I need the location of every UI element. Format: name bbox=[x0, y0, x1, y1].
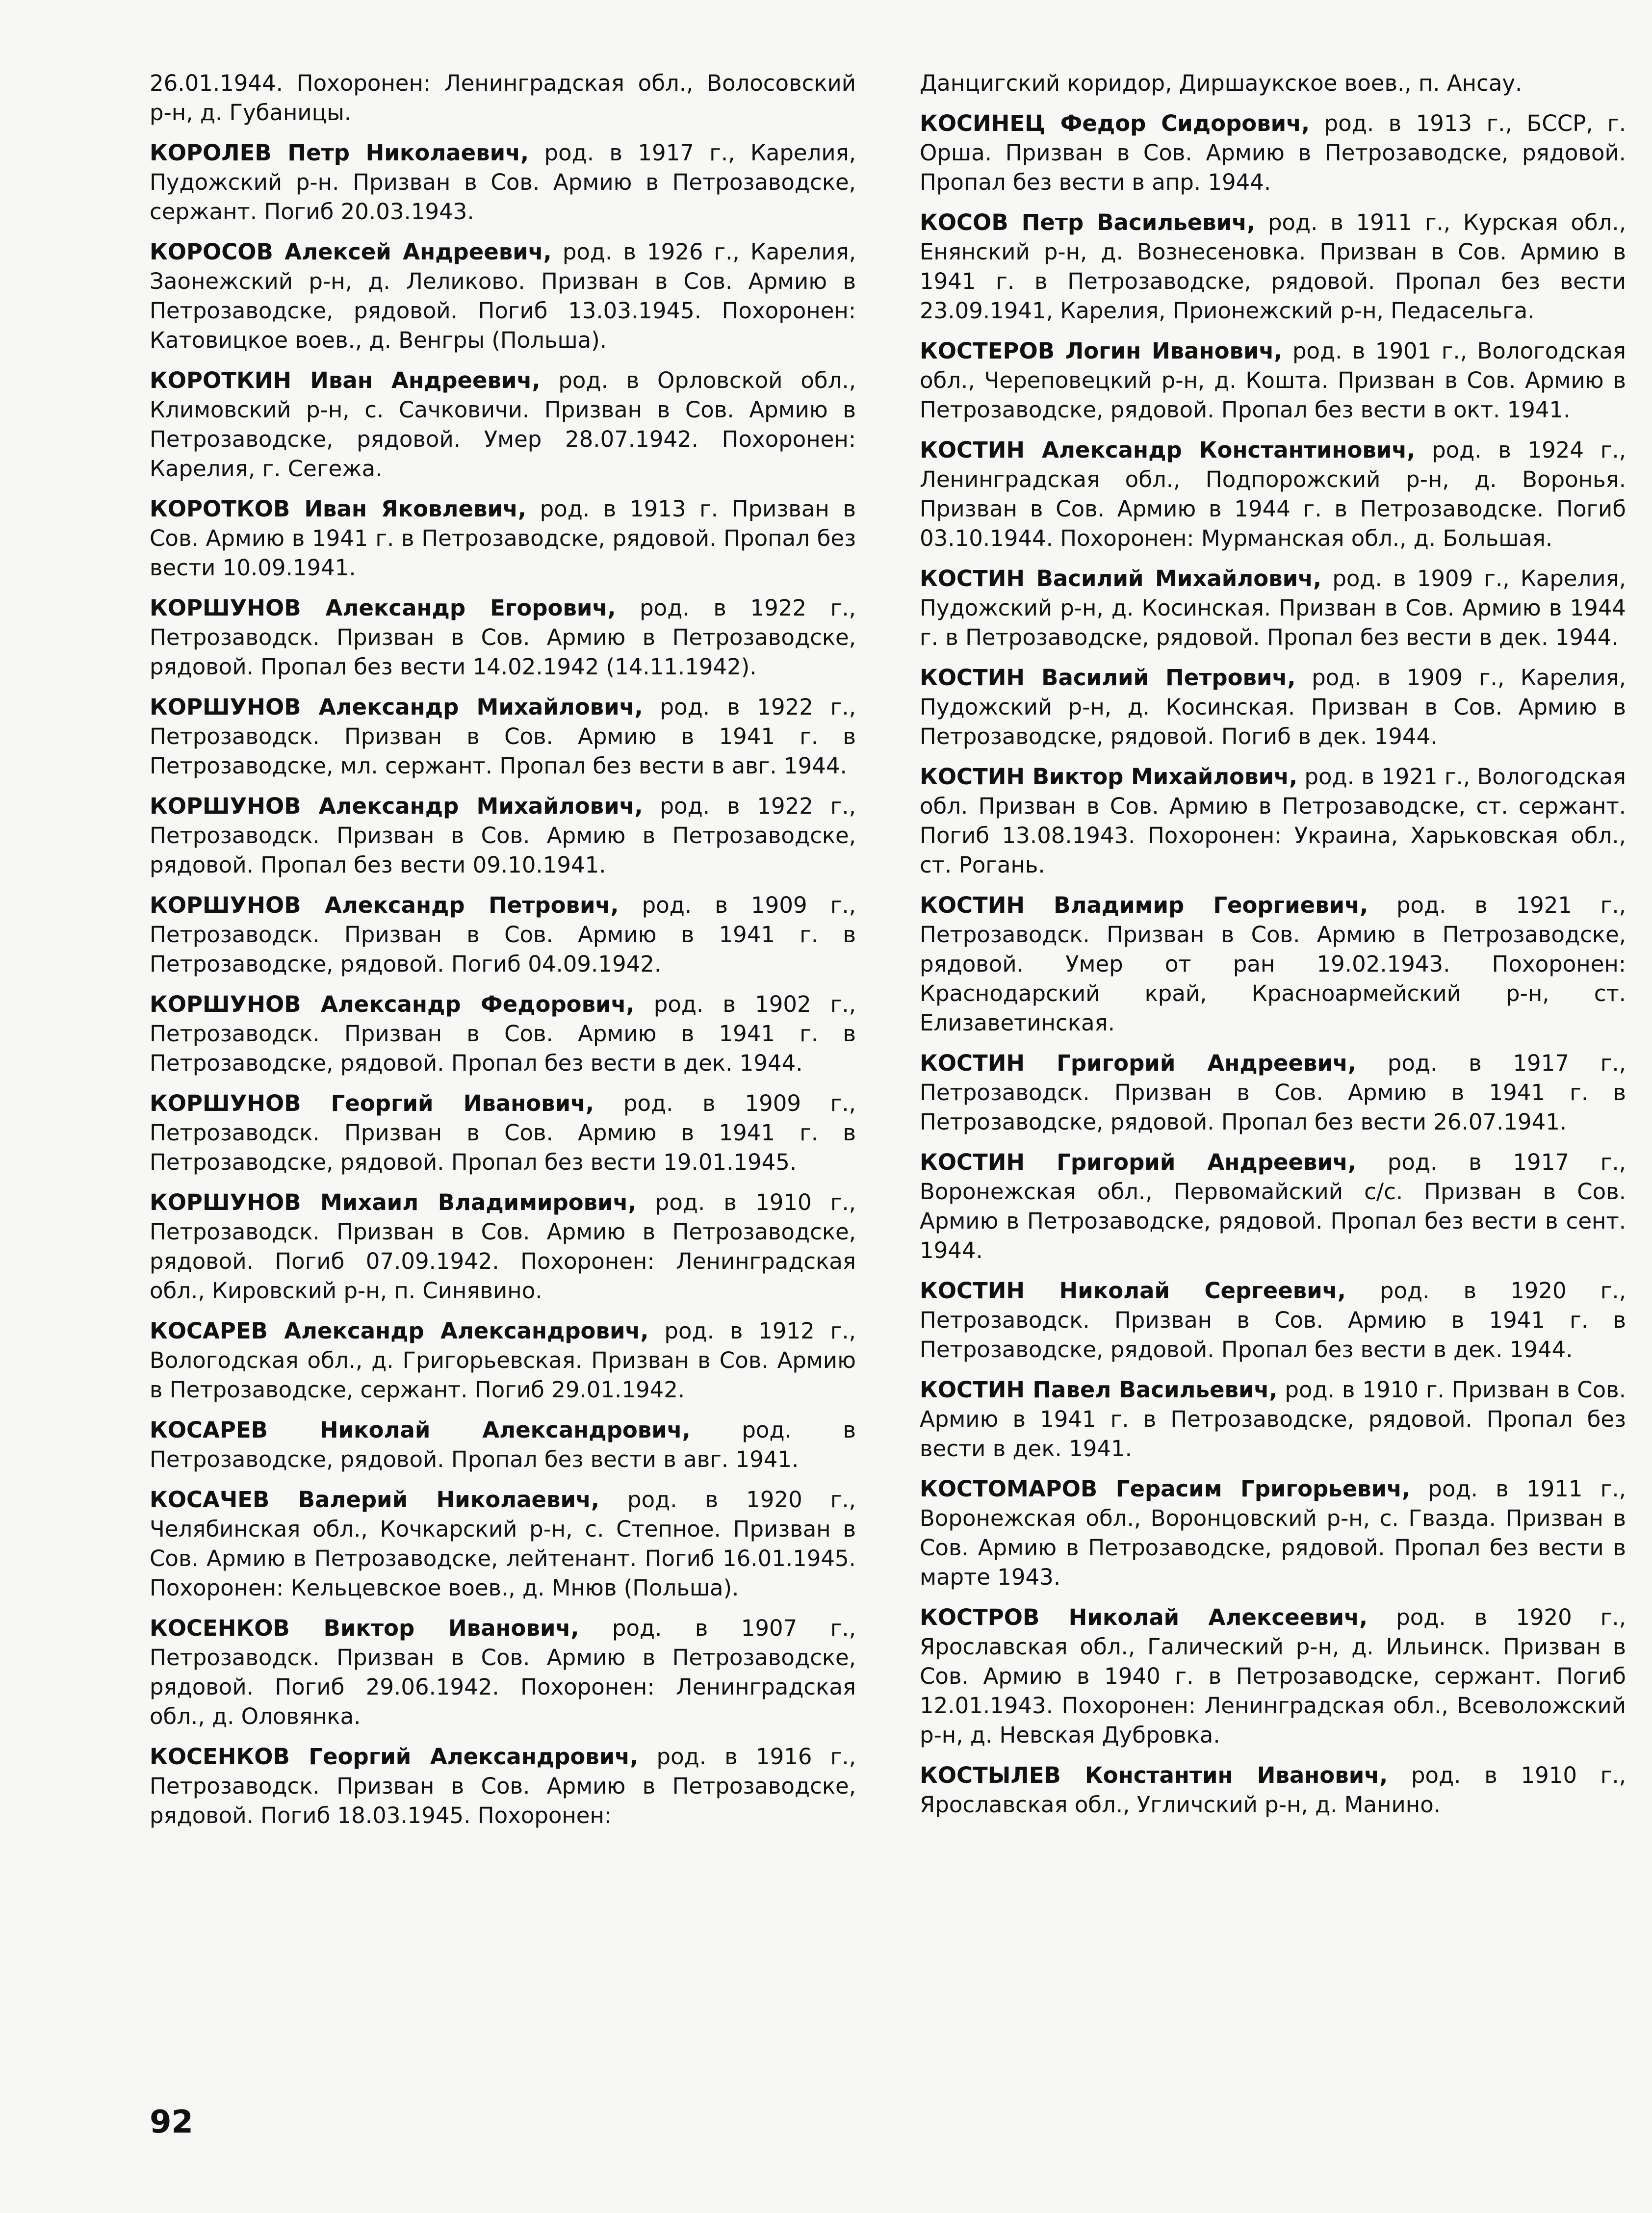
entry-name: КОРШУНОВ Александр Егорович, bbox=[150, 595, 616, 621]
entry bbox=[150, 69, 856, 128]
entry bbox=[920, 1375, 1626, 1464]
entry-details: род. в 1910 г., Ярославская обл., Угличский р-н, д. Манино. bbox=[920, 1762, 1626, 1818]
entry-name: КОСЕНКОВ Георгий Александрович, bbox=[150, 1744, 639, 1770]
entry-name: КОСТРОВ Николай Алексеевич, bbox=[920, 1604, 1368, 1630]
entry bbox=[920, 1761, 1626, 1820]
entry bbox=[150, 366, 856, 484]
entry bbox=[920, 663, 1626, 751]
entry-name: КОСТИН Василий Михайлович, bbox=[920, 566, 1322, 592]
entry bbox=[150, 1485, 856, 1603]
entry-name: КОСТЫЛЕВ Константин Иванович, bbox=[920, 1762, 1388, 1788]
entry-name: КОСОВ Петр Васильевич, bbox=[920, 209, 1256, 235]
entry bbox=[150, 891, 856, 979]
entry-name: КОРШУНОВ Александр Федорович, bbox=[150, 991, 635, 1017]
entry-name: КОРОСОВ Алексей Андреевич, bbox=[150, 239, 552, 265]
entry-details: род. в 1910 г. Призван в Сов. Армию в 1941 г. в Петрозаводске, рядовой. Пропал без вести в дек. 1941. bbox=[920, 1377, 1626, 1462]
entry bbox=[920, 208, 1626, 326]
entry bbox=[920, 1276, 1626, 1364]
entry bbox=[920, 1603, 1626, 1750]
entry-details: род. в 1913 г., БССР, г. Орша. Призван в Сов. Армию в Петрозаводске, рядовой. Пропал без вести в апр. 1944. bbox=[920, 110, 1626, 195]
entry bbox=[920, 762, 1626, 880]
entry bbox=[920, 1049, 1626, 1137]
entry-details: род. в 1922 г., Петрозаводск. Призван в Сов. Армию в Петрозаводске, рядовой. Пропал без вести 14.02.1942 (14.11.1942). bbox=[150, 595, 856, 680]
left-column bbox=[150, 69, 856, 1841]
entry bbox=[150, 1742, 856, 1830]
entry-details: род. в 1909 г., Карелия, Пудожский р-н, д. Косинская. Призван в Сов. Армию в Петрозаводске, рядовой. Погиб в дек. 1944. bbox=[920, 665, 1626, 749]
page-number: 92 bbox=[150, 2104, 194, 2140]
entry bbox=[150, 593, 856, 682]
entry-details: род. в 1920 г., Ярославская обл., Галический р-н, д. Ильинск. Призван в Сов. Армию в 1940 г. в Петрозаводске, сержант. Погиб 12.01.1943. Похоронен: Ленинградская обл., Всеволожский р-н, д. Невская Дубровка. bbox=[920, 1604, 1626, 1748]
entry-details: род. в 1911 г., Курская обл., Енянский р-н, д. Вознесеновка. Призван в Сов. Армию в 1941 г. в Петрозаводске, рядовой. Пропал без вести 23.09.1941, Карелия, Прионежский р-н, Педасельга. bbox=[920, 209, 1626, 324]
entry-name: КОРШУНОВ Александр Петрович, bbox=[150, 892, 619, 918]
right-column bbox=[920, 69, 1626, 1830]
entry-details: род. в 1909 г., Петрозаводск. Призван в Сов. Армию в 1941 г. в Петрозаводске, рядовой. Пропал без вести 19.01.1945. bbox=[150, 1090, 856, 1175]
entry bbox=[150, 237, 856, 355]
entry-name: КОСЕНКОВ Виктор Иванович, bbox=[150, 1615, 579, 1641]
entry bbox=[920, 891, 1626, 1038]
entry-name: КОСТИН Василий Петрович, bbox=[920, 665, 1296, 691]
entry bbox=[150, 494, 856, 583]
entry-details: род. в 1921 г., Вологодская обл. Призван в Сов. Армию в Петрозаводске, ст. сержант. Погиб 13.08.1943. Похоронен: Украина, Харьковская обл., ст. Рогань. bbox=[920, 764, 1626, 878]
entry bbox=[150, 990, 856, 1078]
entry-details: род. в 1922 г., Петрозаводск. Призван в Сов. Армию в Петрозаводске, рядовой. Пропал без вести 09.10.1941. bbox=[150, 793, 856, 878]
entry-name: КОСТОМАРОВ Герасим Григорьевич, bbox=[920, 1476, 1411, 1502]
entry-name: КОСТИН Григорий Андреевич, bbox=[920, 1149, 1357, 1175]
entry-name: КОСТИН Григорий Андреевич, bbox=[920, 1050, 1357, 1076]
entry bbox=[150, 138, 856, 227]
entry-name: КОРОЛЕВ Петр Николаевич, bbox=[150, 140, 529, 166]
entry bbox=[920, 1148, 1626, 1265]
entry-name: КОРШУНОВ Александр Михайлович, bbox=[150, 694, 643, 720]
entry-details: род. в 1920 г., Петрозаводск. Призван в Сов. Армию в 1941 г. в Петрозаводске, рядовой. Пропал без вести в дек. 1944. bbox=[920, 1278, 1626, 1363]
entry-name: КОСТИН Виктор Михайлович, bbox=[920, 764, 1298, 790]
entry bbox=[150, 693, 856, 781]
entry-name: КОСТИН Павел Васильевич, bbox=[920, 1377, 1278, 1403]
entry-details: род. в 1926 г., Карелия, Заонежский р-н, д. Леликово. Призван в Сов. Армию в Петрозаводске, рядовой. Погиб 13.03.1945. Похоронен: Катовицкое воев., д. Венгры (Польша). bbox=[150, 239, 856, 353]
entry-details: род. в 1909 г., Карелия, Пудожский р-н, д. Косинская. Призван в Сов. Армию в 1944 г. в Петрозаводске, рядовой. Пропал без вести в дек. 1944. bbox=[920, 566, 1626, 650]
entry-name: КОСТЕРОВ Логин Иванович, bbox=[920, 338, 1283, 364]
entry-details: род. в 1924 г., Ленинградская обл., Подпорожский р-н, д. Воронья. Призван в Сов. Армию в 1944 г. в Петрозаводске. Погиб 03.10.1944. Похоронен: Мурманская обл., д. Большая. bbox=[920, 437, 1626, 551]
entry bbox=[150, 1415, 856, 1474]
entry bbox=[920, 109, 1626, 197]
entry-details: род. в 1902 г., Петрозаводск. Призван в Сов. Армию в 1941 г. в Петрозаводске, рядовой. Пропал без вести в дек. 1944. bbox=[150, 991, 856, 1076]
entry-name: КОРОТКОВ Иван Яковлевич, bbox=[150, 496, 526, 522]
entry-details: род. в 1920 г., Челябинская обл., Кочкарский р-н, с. Степное. Призван в Сов. Армию в Петрозаводске, лейтенант. Погиб 16.01.1945. Похоронен: Кельцевское воев., д. Мнюв (Польша). bbox=[150, 1487, 856, 1601]
entry-name: КОРОТКИН Иван Андреевич, bbox=[150, 367, 541, 393]
entry-details: род. в 1917 г., Воронежская обл., Первомайский с/с. Призван в Сов. Армию в Петрозаводске, рядовой. Пропал без вести в сент. 1944. bbox=[920, 1149, 1626, 1263]
entry bbox=[920, 1474, 1626, 1592]
entry-name: КОРШУНОВ Александр Михайлович, bbox=[150, 793, 643, 819]
entry-details: род. в 1921 г., Петрозаводск. Призван в Сов. Армию в Петрозаводске, рядовой. Умер от ран 19.02.1943. Похоронен: Краснодарский край, Красноармейский р-н, ст. Елизаветинская. bbox=[920, 892, 1626, 1036]
entry bbox=[920, 436, 1626, 553]
entry-name: КОРШУНОВ Георгий Иванович, bbox=[150, 1090, 594, 1116]
entry bbox=[150, 792, 856, 880]
entry-name: КОСТИН Николай Сергеевич, bbox=[920, 1278, 1346, 1304]
entry bbox=[920, 564, 1626, 652]
entry-details: род. в 1912 г., Вологодская обл., д. Григорьевская. Призван в Сов. Армию в Петрозаводске, сержант. Погиб 29.01.1942. bbox=[150, 1318, 856, 1403]
entry-details: род. в 1909 г., Петрозаводск. Призван в Сов. Армию в 1941 г. в Петрозаводске, рядовой. Погиб 04.09.1942. bbox=[150, 892, 856, 977]
entry-details: род. в 1916 г., Петрозаводск. Призван в Сов. Армию в Петрозаводске, рядовой. Погиб 18.03.1945. Похоронен: bbox=[150, 1744, 856, 1828]
entry bbox=[150, 1316, 856, 1405]
entry-details: род. в 1917 г., Карелия, Пудожский р-н. Призван в Сов. Армию в Петрозаводске, сержант. Погиб 20.03.1943. bbox=[150, 140, 856, 225]
entry bbox=[150, 1089, 856, 1177]
entry-name: КОСАРЕВ Николай Александрович, bbox=[150, 1417, 691, 1443]
entry-details: род. в 1913 г. Призван в Сов. Армию в 1941 г. в Петрозаводске, рядовой. Пропал без вести 10.09.1941. bbox=[150, 496, 856, 581]
entry-details: род. в Петрозаводске, рядовой. Пропал без вести в авг. 1941. bbox=[150, 1417, 856, 1472]
entry bbox=[920, 336, 1626, 425]
entry-name: КОСТИН Александр Константинович, bbox=[920, 437, 1416, 463]
entry-name: КОСАРЕВ Александр Александрович, bbox=[150, 1318, 649, 1344]
entry-details: род. в 1901 г., Вологодская обл., Череповецкий р-н, д. Кошта. Призван в Сов. Армию в Петрозаводске, рядовой. Пропал без вести в окт. 1941. bbox=[920, 338, 1626, 423]
entry-details: род. в 1922 г., Петрозаводск. Призван в Сов. Армию в 1941 г. в Петрозаводске, мл. сержант. Пропал без вести в авг. 1944. bbox=[150, 694, 856, 779]
entry-details: Данцигский коридор, Диршаукское воев., п. Ансау. bbox=[920, 70, 1523, 96]
entry bbox=[150, 1614, 856, 1731]
entry bbox=[150, 1188, 856, 1306]
entry-details: род. в 1910 г., Петрозаводск. Призван в Сов. Армию в Петрозаводске, рядовой. Погиб 07.09.1942. Похоронен: Ленинградская обл., Кировский р-н, п. Синявино. bbox=[150, 1189, 856, 1304]
entry-name: КОСТИН Владимир Георгиевич, bbox=[920, 892, 1368, 918]
entry-details: род. в 1911 г., Воронежская обл., Воронцовский р-н, с. Гвазда. Призван в Сов. Армию в Петрозаводске, рядовой. Пропал без вести в марте 1943. bbox=[920, 1476, 1626, 1590]
entry-name: КОСИНЕЦ Федор Сидорович, bbox=[920, 110, 1310, 136]
entry-details: 26.01.1944. Похоронен: Ленинградская обл., Волосовский р-н, д. Губаницы. bbox=[150, 70, 856, 126]
entry-details: род. в Орловской обл., Климовский р-н, с. Сачковичи. Призван в Сов. Армию в Петрозаводске, рядовой. Умер 28.07.1942. Похоронен: Карелия, г. Сегежа. bbox=[150, 367, 856, 482]
entry-details: род. в 1917 г., Петрозаводск. Призван в Сов. Армию в 1941 г. в Петрозаводске, рядовой. Пропал без вести 26.07.1941. bbox=[920, 1050, 1626, 1135]
entry bbox=[920, 69, 1626, 98]
entry-name: КОСАЧЕВ Валерий Николаевич, bbox=[150, 1487, 600, 1513]
entry-name: КОРШУНОВ Михаил Владимирович, bbox=[150, 1189, 637, 1215]
entry-details: род. в 1907 г., Петрозаводск. Призван в Сов. Армию в Петрозаводске, рядовой. Погиб 29.06.1942. Похоронен: Ленинградская обл., д. Оловянка. bbox=[150, 1615, 856, 1729]
